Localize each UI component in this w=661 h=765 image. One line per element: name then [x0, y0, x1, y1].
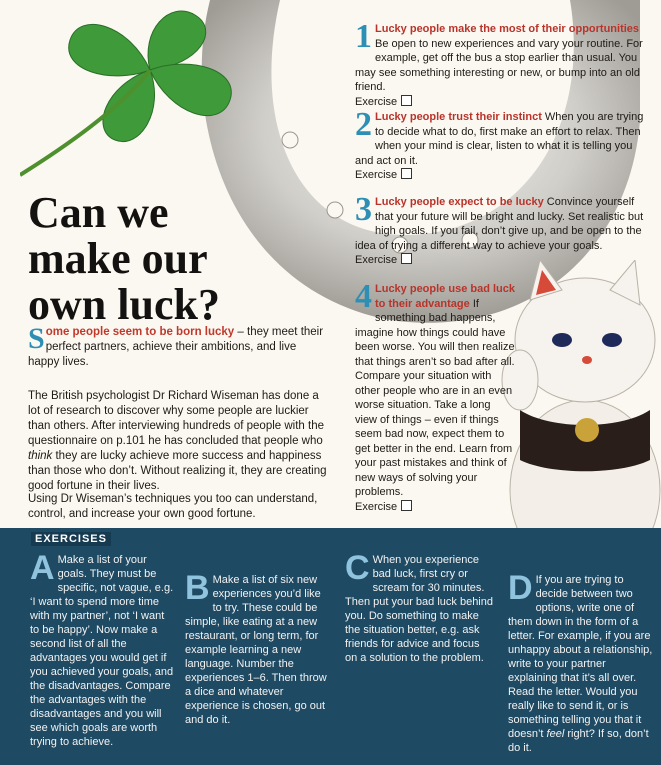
four-leaf-clover-icon [20, 0, 270, 190]
tip-text: If something bad happens, imagine how things could have been worse. You will then realize that things aren’t so bad after all. Compare your situation with other people who are in an even worse situation. Take a long view of things – even if things seem bad now, expect them to get better in the end. Learn from your past mistakes and think of new ways of solving your problems. [355, 297, 515, 498]
exercise-label: Exercise [355, 500, 398, 513]
tip-number: 3 [355, 191, 372, 228]
exercise-d [508, 569, 653, 755]
exercise-letter: D [508, 569, 533, 607]
tip-2 [355, 106, 653, 183]
page-title: Can we make our own luck? [28, 188, 220, 329]
checkbox-icon[interactable] [401, 95, 412, 106]
exercise-letter: C [345, 549, 370, 587]
tip-heading: Lucky people use bad luck to their advantage [375, 283, 515, 310]
exercise-label: Exercise [355, 95, 398, 108]
checkbox-icon[interactable] [401, 168, 412, 179]
tip-heading: Lucky people expect to be lucky [375, 196, 544, 208]
body-paragraph [28, 389, 328, 494]
exercise-text: If you are trying to decide between two options, write one of them down in the form of a letter. For example, if you are unhappy about a relationship, write to your partner explaining that it’s all over. Read the letter. Would you really like to send it, or is something telling you that it doesn’t [508, 574, 653, 740]
exercises-title: EXERCISES [31, 532, 111, 546]
exercise-text: When you experience bad luck, first cry or scream for 30 minutes. Then put your bad luck behind you. Do something to make the situation better, e.g. ask friends for advice and focus on a solution to the problem. [345, 554, 493, 664]
body-emphasis: think [28, 450, 53, 462]
exercise-label: Exercise [355, 254, 398, 266]
tip-4 [355, 278, 515, 514]
tip-text: Be open to new experiences and vary your routine. For example, get off the bus a stop earlier than usual. You may see something interesting or new, or bump into an old friend. [355, 37, 643, 93]
drop-cap: S [28, 322, 45, 355]
exercise-c [345, 549, 493, 665]
tip-text: When you are trying to decide what to do, first make an effort to relax. Then when your mind is clear, listen to what it is telling you and act on it. [355, 111, 644, 167]
checkbox-icon[interactable] [401, 500, 412, 511]
tip-number: 1 [355, 18, 372, 55]
exercise-text: Make a list of your goals. They must be specific, not vague, e.g. ‘I want to spend more time with my partner’, not ‘I want to be happy’. Now make a second list of all the advantages you would get if you achieved your goals, and the disadvantages. Compare the advantages with the disadvantages and you will see which goals are worth trying to achieve. [30, 554, 174, 748]
exercise-letter: A [30, 549, 55, 587]
body-text: they are lucky achieve more success and happiness than those who don’t. Without realizing it, they are creating good fortune in their lives. [28, 450, 327, 492]
exercise-a [30, 549, 175, 749]
intro-rest: – they meet their perfect partners, achieve their ambitions, and live happy lives. [28, 326, 324, 368]
exercise-text: right? If so, don’t do it. [508, 728, 649, 754]
intro-lead: ome people seem to be born lucky [45, 326, 235, 338]
tip-3 [355, 191, 653, 268]
tip-number: 2 [355, 106, 372, 143]
body-text: Using Dr Wiseman’s techniques you too can understand, control, and increase your own good fortune. [28, 493, 318, 520]
exercise-emphasis: feel [546, 728, 565, 740]
exercise-letter: B [185, 569, 210, 607]
tip-heading: Lucky people make the most of their opportunities [375, 23, 640, 35]
body-paragraph [28, 492, 328, 522]
tip-number: 4 [355, 278, 372, 315]
body-text: The British psychologist Dr Richard Wiseman has done a lot of research to discover why some people are luckier than others. After interviewing hundreds of people with the questionnaire on p.101 he has concluded that people who [28, 390, 324, 447]
tip-text: Convince yourself that your future will be bright and lucky. Set realistic but high goals. If you fail, don’t give up, and be open to the idea of trying a different way to achieve your goals. [355, 196, 644, 252]
tip-heading: Lucky people trust their instinct [375, 111, 542, 123]
tip-1 [355, 18, 653, 109]
checkbox-icon[interactable] [401, 253, 412, 264]
exercise-label: Exercise [355, 169, 398, 181]
exercise-b [185, 569, 330, 727]
exercise-text: Make a list of six new experiences you’d like to try. These could be simple, like eating at a new restaurant, or long term, for example learning a new language. Number the experiences 1–6. Then throw a dice and whatever experience is chosen, go out and do it. [185, 574, 327, 726]
intro-paragraph [28, 322, 328, 370]
